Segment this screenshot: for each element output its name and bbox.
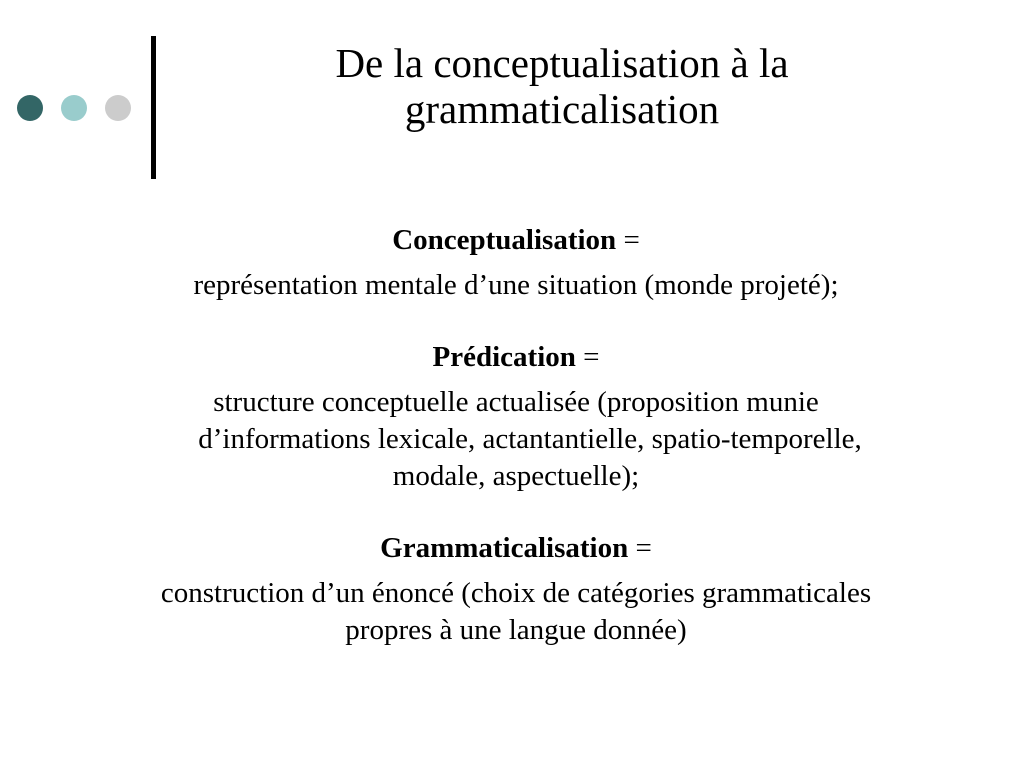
decorative-dots xyxy=(17,95,132,121)
definition-text-line: structure conceptuelle actualisée (proposition munie xyxy=(213,386,819,418)
dot-icon xyxy=(61,95,87,121)
definition-heading xyxy=(40,339,992,376)
definition-equals: = xyxy=(616,224,640,256)
definition-text-line: modale, aspectuelle); xyxy=(392,460,640,492)
definition-text-line: représentation mentale d’une situation (monde projeté); xyxy=(193,269,839,301)
definition-predication xyxy=(40,339,992,495)
dot-icon xyxy=(17,95,43,121)
definition-text-line: construction d’un énoncé (choix de catégories grammaticales xyxy=(160,577,872,609)
definition-text-line: d’informations lexicale, actantantielle, spatio-temporelle, xyxy=(198,423,862,455)
definition-text-line: propres à une langue donnée) xyxy=(345,614,687,646)
definition-equals: = xyxy=(628,532,652,564)
definition-term: Grammaticalisation xyxy=(380,532,629,564)
definition-term: Prédication xyxy=(432,341,576,373)
slide-title-line-2: grammaticalisation xyxy=(404,86,720,132)
dot-icon xyxy=(105,95,131,121)
definition-heading xyxy=(40,530,992,567)
definition-heading xyxy=(40,222,992,259)
title-divider xyxy=(151,36,156,179)
definition-equals: = xyxy=(575,341,600,373)
definition-conceptualisation xyxy=(40,222,992,304)
slide-title-line-1: De la conceptualisation à la xyxy=(335,40,789,86)
definition-grammaticalisation xyxy=(40,530,992,649)
slide-content xyxy=(40,222,992,649)
definition-term: Conceptualisation xyxy=(392,224,617,256)
slide-title xyxy=(200,40,924,132)
